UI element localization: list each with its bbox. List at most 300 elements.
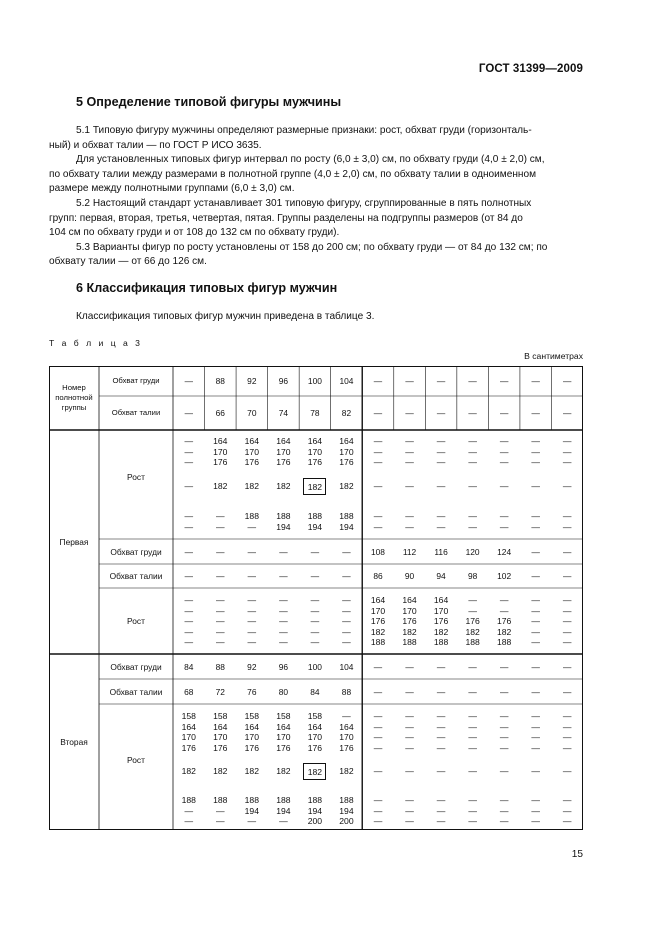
table-value: 170 xyxy=(307,446,323,457)
table-value: — xyxy=(499,457,509,468)
table-value: — xyxy=(499,436,509,446)
chest-value: — xyxy=(436,661,446,672)
table-value: — xyxy=(373,742,383,753)
height-values xyxy=(236,436,268,468)
table-value: 176 xyxy=(244,457,259,468)
height-values xyxy=(331,711,363,753)
header-value: 100 xyxy=(307,376,322,386)
row-label-chest: Обхват груди xyxy=(110,546,162,557)
chest-value: — xyxy=(310,546,320,557)
table-value: 158 xyxy=(181,711,196,721)
header-value: 70 xyxy=(247,408,257,418)
height-values xyxy=(551,511,583,532)
table-value: 164 xyxy=(213,436,228,446)
section-6-heading: 6 Классификация типовых фигур мужчин xyxy=(76,281,338,295)
header-row-label: Обхват груди xyxy=(112,376,160,385)
header-line: полнотной xyxy=(55,393,93,402)
table-value: 188 xyxy=(370,637,386,648)
table-value: 194 xyxy=(307,805,323,816)
table-value: — xyxy=(405,511,414,521)
table-value: 182 xyxy=(402,626,417,637)
table-value: 176 xyxy=(433,616,449,627)
waist-value: — xyxy=(279,571,288,581)
table-value: 176 xyxy=(496,616,512,627)
height-values xyxy=(236,711,268,753)
height-value: — xyxy=(405,481,414,491)
table-value: — xyxy=(373,732,383,743)
table-value: — xyxy=(247,626,257,637)
table-value: 182 xyxy=(496,626,512,637)
section-5-text xyxy=(49,124,583,270)
table-value: — xyxy=(436,732,446,743)
waist-value: 76 xyxy=(247,686,257,697)
table-value: — xyxy=(436,711,446,721)
table-value: — xyxy=(216,616,225,627)
table-value: — xyxy=(468,521,477,532)
row-label-waist: Обхват талии xyxy=(109,686,163,697)
height-values xyxy=(457,795,489,827)
waist-value: 98 xyxy=(467,571,478,581)
table-value: — xyxy=(531,446,540,457)
table-value: — xyxy=(279,595,288,605)
table-value: — xyxy=(405,436,414,446)
table-value: — xyxy=(436,721,446,732)
height-values xyxy=(299,436,331,468)
table-value: 176 xyxy=(276,457,291,468)
table-value: — xyxy=(562,711,572,721)
table-value: — xyxy=(373,805,383,816)
table-value: — xyxy=(531,521,540,532)
height-values xyxy=(205,795,237,827)
header-value: — xyxy=(405,376,414,386)
height-value: 182 xyxy=(213,481,228,491)
table-value: 176 xyxy=(339,457,354,468)
chest-value: 112 xyxy=(402,546,417,557)
waist-value: — xyxy=(499,686,509,697)
table-value: — xyxy=(531,436,540,446)
height-value: — xyxy=(531,481,540,491)
table-value: — xyxy=(342,605,351,616)
table-value: — xyxy=(531,721,540,732)
table-value: 176 xyxy=(276,742,291,753)
height-values xyxy=(268,436,300,468)
table-value: — xyxy=(499,816,509,827)
table-value: — xyxy=(373,446,383,457)
table-value: — xyxy=(184,436,194,446)
table-value: — xyxy=(216,595,225,605)
table-value: — xyxy=(373,436,383,446)
height-value: — xyxy=(562,766,572,776)
table-value: 188 xyxy=(433,637,449,648)
header-value: — xyxy=(405,408,414,418)
text-line: 104 см по обхвату груди и от 108 до 132 см по обхвату груди). xyxy=(49,227,340,239)
height-value: — xyxy=(436,766,446,776)
table-value: 170 xyxy=(213,732,228,743)
table-value: 158 xyxy=(213,711,228,721)
table-value: — xyxy=(562,616,572,627)
table-value: 176 xyxy=(307,742,323,753)
text-line: 5.1 Типовую фигуру мужчины определяют размерные признаки: рост, обхват груди (горизонталь- xyxy=(76,125,532,136)
height-values xyxy=(425,511,457,532)
chest-value: — xyxy=(563,661,572,672)
table-value: 194 xyxy=(339,805,354,816)
table-value: 176 xyxy=(213,457,228,468)
table-value: 182 xyxy=(370,626,386,637)
height-values xyxy=(488,436,520,468)
height-values xyxy=(205,511,237,532)
height-values xyxy=(488,595,520,648)
waist-value: — xyxy=(531,571,540,581)
table-value: — xyxy=(562,521,572,532)
table-value: — xyxy=(562,742,572,753)
height-value: — xyxy=(562,481,572,491)
table-value: — xyxy=(405,816,414,827)
chest-value: 124 xyxy=(497,546,512,557)
height-values xyxy=(425,795,457,827)
height-values xyxy=(268,711,300,753)
height-value-highlighted: 182 xyxy=(303,478,326,495)
table-value: 176 xyxy=(370,616,386,627)
height-values xyxy=(551,436,583,468)
table-value: — xyxy=(468,805,477,816)
table-value: 164 xyxy=(213,721,228,732)
waist-value: 94 xyxy=(436,571,446,581)
text-line: Для установленных типовых фигур интервал по росту (6,0 ± 3,0) см, по обхвату груди (4,0 ± 2,0) см, xyxy=(76,154,545,166)
height-value: — xyxy=(405,766,414,776)
waist-value: — xyxy=(216,571,225,581)
chest-value: 88 xyxy=(215,661,225,672)
table-value: 176 xyxy=(307,457,323,468)
table-value: 182 xyxy=(433,626,449,637)
height-values xyxy=(236,595,268,648)
table-value: 188 xyxy=(339,511,354,521)
header-value: — xyxy=(531,408,540,418)
chest-value: — xyxy=(216,546,225,557)
table-value: — xyxy=(405,742,414,753)
header-value: — xyxy=(373,408,383,418)
table-value: — xyxy=(499,721,509,732)
group-name-second: Вторая xyxy=(60,737,88,747)
height-values xyxy=(299,511,331,532)
table-value: 158 xyxy=(244,711,259,721)
height-values xyxy=(520,436,552,468)
table-value: — xyxy=(216,626,225,637)
height-values xyxy=(362,436,394,468)
table-value: — xyxy=(279,605,288,616)
header-value: 92 xyxy=(247,376,257,386)
text-line: по обхвату талии между размерами в полнотной группе (4,0 ± 2,0) см, по обхвату талии в одноименном xyxy=(49,168,537,180)
table-value: 170 xyxy=(244,732,259,743)
height-values xyxy=(362,595,394,648)
table-value: — xyxy=(310,626,320,637)
table-value: — xyxy=(562,446,572,457)
table-value: 176 xyxy=(244,742,259,753)
waist-value: 102 xyxy=(497,571,512,581)
table-value: — xyxy=(184,816,194,827)
units-note: В сантиметрах xyxy=(524,351,583,361)
table-value: 170 xyxy=(402,605,417,616)
chest-value: — xyxy=(247,546,257,557)
table-value: 188 xyxy=(276,511,291,521)
table-value: — xyxy=(342,626,351,637)
table-value: — xyxy=(310,637,320,648)
waist-value: 68 xyxy=(184,686,194,697)
table-value: — xyxy=(184,626,194,637)
table-value: — xyxy=(342,711,351,721)
table-value: 188 xyxy=(339,795,354,805)
height-values xyxy=(394,595,426,648)
waist-value: — xyxy=(563,571,572,581)
table-value: — xyxy=(562,805,572,816)
table-value: 164 xyxy=(433,595,449,605)
waist-value: 84 xyxy=(310,686,320,697)
header-value: — xyxy=(184,408,193,418)
header-line: Номер xyxy=(62,383,86,392)
table-value: — xyxy=(310,616,320,627)
height-values xyxy=(394,711,426,753)
text-line: групп: первая, вторая, третья, четвертая, пятая. Группы разделены на подгруппы размеров (от 84 до xyxy=(49,212,523,224)
chest-value: 92 xyxy=(247,661,257,672)
waist-value: 86 xyxy=(373,571,383,581)
height-values xyxy=(394,795,426,827)
table-value: — xyxy=(373,795,383,805)
table-value: — xyxy=(531,605,540,616)
table-value: — xyxy=(468,595,477,605)
header-value: — xyxy=(436,408,446,418)
chest-value: — xyxy=(405,661,414,672)
table-value: — xyxy=(531,732,540,743)
group-name-first: Первая xyxy=(59,537,89,547)
table-value: — xyxy=(373,457,383,468)
table-value: — xyxy=(216,511,225,521)
table-value: — xyxy=(405,732,414,743)
table-value: — xyxy=(373,511,383,521)
height-values xyxy=(457,436,489,468)
chest-value: 116 xyxy=(434,546,448,557)
table-value: — xyxy=(468,436,477,446)
table-value: — xyxy=(216,637,225,648)
table-value: — xyxy=(436,446,446,457)
row-label-waist: Обхват талии xyxy=(109,571,163,581)
table-value: 188 xyxy=(244,511,259,521)
table-value: 164 xyxy=(402,595,417,605)
height-values xyxy=(457,711,489,753)
height-value: — xyxy=(373,481,383,491)
table-value: 176 xyxy=(339,742,354,753)
waist-value: — xyxy=(405,686,414,697)
table-value: — xyxy=(405,521,414,532)
row-label-height: Рост xyxy=(127,471,145,482)
table-value: — xyxy=(436,521,446,532)
table-value: 164 xyxy=(339,436,354,446)
table-value: 200 xyxy=(307,816,323,827)
table-value: 188 xyxy=(402,637,417,648)
table-value: — xyxy=(216,605,225,616)
height-value: — xyxy=(373,766,383,776)
header-value: — xyxy=(531,376,540,386)
height-values xyxy=(331,795,363,827)
height-value: — xyxy=(468,766,477,776)
section-5-heading: 5 Определение типовой фигуры мужчины xyxy=(76,95,342,109)
chest-value: 120 xyxy=(465,546,480,557)
classification-table xyxy=(49,366,583,830)
height-value: — xyxy=(436,481,446,491)
height-value-highlighted: 182 xyxy=(303,763,326,780)
waist-value: — xyxy=(436,686,446,697)
height-value: — xyxy=(468,481,477,491)
table-value: — xyxy=(468,795,477,805)
table-value: — xyxy=(436,795,446,805)
height-values xyxy=(268,511,300,532)
header-value: 104 xyxy=(339,376,354,386)
table-value: — xyxy=(499,511,509,521)
table-value: — xyxy=(468,732,477,743)
height-value: 182 xyxy=(276,766,291,776)
height-value: 182 xyxy=(244,766,259,776)
table-value: — xyxy=(373,816,383,827)
height-values xyxy=(551,711,583,753)
table-value: 170 xyxy=(244,446,259,457)
height-value: 182 xyxy=(339,766,354,776)
height-values xyxy=(520,511,552,532)
chest-value: — xyxy=(184,546,193,557)
height-values xyxy=(173,436,205,468)
table-value: — xyxy=(184,616,194,627)
table-value: 194 xyxy=(244,805,259,816)
table-value: — xyxy=(436,436,446,446)
height-values xyxy=(299,795,331,827)
header-value: 66 xyxy=(215,408,225,418)
table-value: 158 xyxy=(307,711,323,721)
table-value: — xyxy=(499,521,509,532)
height-values xyxy=(299,711,331,753)
table-value: — xyxy=(247,816,257,827)
table-value: — xyxy=(342,595,351,605)
height-values xyxy=(394,511,426,532)
table-value: — xyxy=(531,626,540,637)
table-value: — xyxy=(468,742,477,753)
height-values xyxy=(236,511,268,532)
waist-value: — xyxy=(247,571,257,581)
waist-value: — xyxy=(310,571,320,581)
document-id: ГОСТ 31399—2009 xyxy=(478,63,583,75)
table-value: — xyxy=(405,721,414,732)
chest-value: — xyxy=(563,546,572,557)
chest-value: — xyxy=(499,661,509,672)
waist-value: 88 xyxy=(341,686,352,697)
height-value: — xyxy=(531,766,540,776)
table-value: — xyxy=(184,805,194,816)
chest-value: — xyxy=(531,661,540,672)
table-value: — xyxy=(247,595,257,605)
table-value: — xyxy=(436,816,446,827)
table-value: — xyxy=(531,595,540,605)
table-value: 188 xyxy=(244,795,259,805)
height-values xyxy=(362,511,394,532)
table-value: 176 xyxy=(465,616,480,627)
table-value: — xyxy=(562,721,572,732)
table-value: 194 xyxy=(276,521,291,532)
chest-value: — xyxy=(531,546,540,557)
table-value: 188 xyxy=(213,795,228,805)
table-value: — xyxy=(562,637,572,648)
table-value: — xyxy=(468,511,477,521)
table-value: — xyxy=(184,595,194,605)
height-values xyxy=(268,595,300,648)
table-value: — xyxy=(468,446,477,457)
table-value: 164 xyxy=(276,721,291,732)
chest-value: 100 xyxy=(307,661,322,672)
table-value: 164 xyxy=(276,436,291,446)
table-value: — xyxy=(247,616,257,627)
row-label-chest: Обхват груди xyxy=(110,661,162,672)
header-row-label: Обхват талии xyxy=(111,408,161,417)
table-value: 188 xyxy=(307,795,323,805)
table-value: — xyxy=(184,637,194,648)
table-value: — xyxy=(499,446,509,457)
table-value: — xyxy=(499,805,509,816)
table-value: — xyxy=(184,521,194,532)
table-value: 170 xyxy=(181,732,196,743)
table-value: — xyxy=(247,637,257,648)
table-value: 176 xyxy=(181,742,196,753)
table-value: 164 xyxy=(244,436,259,446)
height-value: 182 xyxy=(276,481,291,491)
table-value: 188 xyxy=(465,637,480,648)
table-value: — xyxy=(499,742,509,753)
height-value: 182 xyxy=(339,481,354,491)
table-value: 176 xyxy=(213,742,228,753)
waist-value: — xyxy=(468,686,477,697)
table-value: — xyxy=(531,742,540,753)
chest-value: — xyxy=(468,661,477,672)
table-value: 170 xyxy=(213,446,228,457)
table-value: 176 xyxy=(402,616,417,627)
height-values xyxy=(331,436,363,468)
table-value: 182 xyxy=(465,626,480,637)
header-value: 88 xyxy=(215,376,225,386)
table-value: — xyxy=(279,616,288,627)
height-values xyxy=(173,711,205,753)
height-values xyxy=(331,511,363,532)
table-value: — xyxy=(184,446,194,457)
height-value: 182 xyxy=(244,481,259,491)
height-values xyxy=(394,436,426,468)
height-values xyxy=(520,795,552,827)
table-value: 188 xyxy=(307,511,323,521)
header-value: — xyxy=(373,376,383,386)
table-value: — xyxy=(562,436,572,446)
header-value: — xyxy=(499,376,509,386)
table-value: — xyxy=(499,795,509,805)
height-values xyxy=(425,436,457,468)
table-value: — xyxy=(562,511,572,521)
height-values xyxy=(520,595,552,648)
table-value: 170 xyxy=(433,605,449,616)
table-value: — xyxy=(247,521,257,532)
table-value: — xyxy=(468,457,477,468)
height-values xyxy=(425,595,457,648)
table-value: — xyxy=(310,595,320,605)
table-value: — xyxy=(373,521,383,532)
chest-value: 104 xyxy=(339,661,354,672)
table-value: — xyxy=(405,457,414,468)
chest-value: — xyxy=(373,661,383,672)
header-line: группы xyxy=(61,403,87,412)
height-value: — xyxy=(184,481,194,491)
table-value: — xyxy=(216,805,225,816)
table-value: 200 xyxy=(339,816,354,827)
